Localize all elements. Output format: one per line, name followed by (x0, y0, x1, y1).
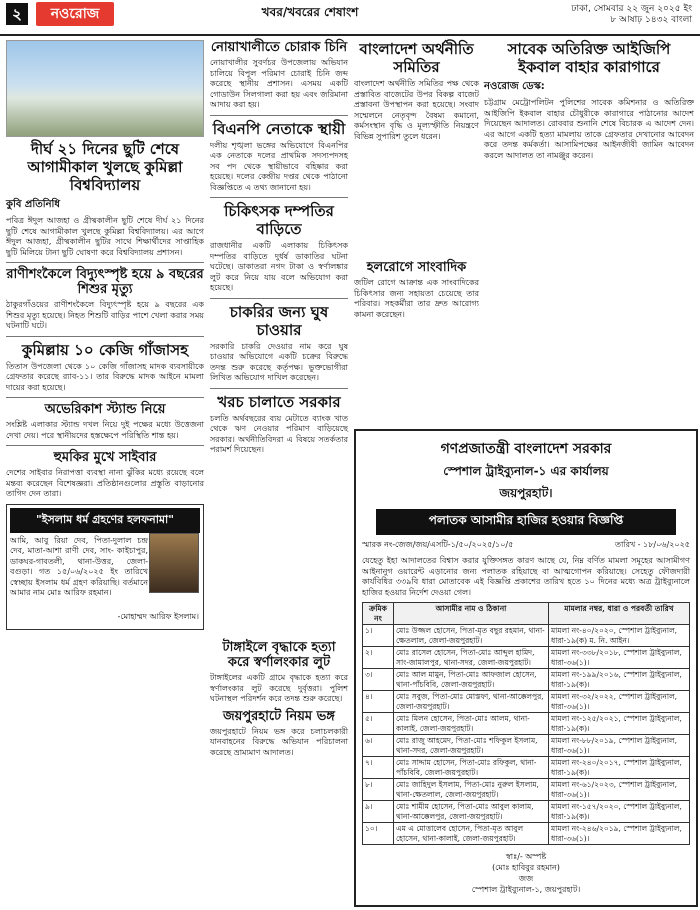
cell-accused: মোঃ মিলন হোসেন, পিতা-মোঃ আলম, থানা-কালাই, জেলা-জয়পুরহাট। (394, 713, 549, 735)
article-comilla-ganja: তিতাস উপজেলা থেকে ১০ কেজি গাঁজাসহ মাদক ব্যবসায়ীকে গ্রেফতার করেছে র‌্যাব-১১। তার বিরুদ্ধে মাদক আইনে মামলা দায়ের করা হয়েছে। (6, 361, 204, 392)
notice-date: তারিখ - ১৮/০৬/২০২৫ (614, 540, 690, 549)
column-2-lower (210, 640, 348, 762)
cell-accused: মোঃ শামীম হোসেন, পিতা-মোঃ আবুল কালাম, থানা-আক্কেলপুর, জেলা-জয়পুরহাট। (394, 801, 549, 823)
table-header-row (363, 603, 690, 625)
divider (6, 336, 204, 337)
cell-case: মামলা নং-৮৮/২০১৯, স্পেশাল ট্রাইব্যুনাল, ধারা-৩৬(১)। (549, 735, 690, 757)
cell-case: মামলা নং-৬১/২০২৩, স্পেশাল ট্রাইব্যুনাল, ধারা-৩৬(১)। (549, 779, 690, 801)
article-igp: চট্টগ্রাম মেট্রোপলিটন পুলিশের সাবেক কমিশনার ও অতিরিক্ত আইজিপি ইকবাল বাহার চৌধুরীকে কারাগারে পাঠানোর আদেশ দিয়েছেন আদালত। রোববার শুনানি শেষে বিচারক এ আদেশ দেন। এর আগে একটি হত্যা মামলায় তাকে গ্রেফতার দেখানোর আবেদন করে তদন্ত কর্মকর্তা। আসামিপক্ষের আইনজীবী জামিন আবেদন করলে আদালত তা নামঞ্জুর করেন। (484, 98, 694, 160)
article-ranishankail: ঠাকুরগাঁওয়ের রাণীশংকৈলে বিদ্যুৎস্পৃষ্ট হয়ে ৯ বছরের এক শিশুর মৃত্যু হয়েছে। নিহত শিশুটি বাড়ির পাশে খেলা করার সময় ঘটনাটি ঘটে। (6, 300, 204, 330)
date-gregorian: ঢাকা, সোমবার ২২ জুন ২০২৫ ইং (571, 4, 692, 14)
cell-accused: মোঃ উজ্জল হোসেন, পিতা-মৃত বছুর রহমান, থানা-ক্ষেতলাল, জেলা-জয়পুরহাট। (394, 625, 549, 647)
column-2 (210, 40, 348, 460)
article-economic-association: বাংলাদেশ অর্থনীতি সমিতির পক্ষ থেকে প্রস্তাবিত বাজেটের উপর বিকল্প বাজেট প্রস্তাবনা উপস্থাপন করা হয়েছে। সংবাদ সম্মেলনে নেতৃবৃন্দ বৈষম্য কমানো, কর্মসংস্থান বৃদ্ধি ও মূল্যস্ফীতি নিয়ন্ত্রণে বিভিন্ন সুপারিশ তুলে ধরেন। (354, 79, 479, 141)
affidavit-title: "ইসলাম ধর্ম গ্রহণের হলফনামা" (10, 508, 200, 533)
table-row (363, 625, 690, 647)
affidavit-ad (6, 504, 204, 630)
article-govt-cost: চলতি অর্থবছরের ব্যয় মেটাতে ব্যাংক খাত থেকে ঋণ নেওয়ার পরিমাণ বাড়িয়েছে সরকার। অর্থনীতিবিদরা এ বিষয়ে সতর্কতার পরামর্শ দিয়েছেন। (210, 413, 348, 454)
byline-kubi: কুবি প্রতিনিধি (6, 199, 61, 210)
university-photo (6, 40, 204, 137)
headline-ranishankail: রাণীশংকৈলে বিদ্যুৎস্পৃষ্ট হয়ে ৯ বছরের শিশুর মৃত্যু (6, 267, 204, 297)
headline-comilla-ganja: কুমিল্লায় ১০ কেজি গাঁজাসহ (21, 340, 189, 359)
divider (210, 298, 348, 299)
cell-accused: মোঃ সাদ্দাম হোসেন, পিতা-মোঃ রফিকুল, থানা-পাঁচবিবি, জেলা-জয়পুরহাট। (394, 757, 549, 779)
headline-bnp: বিএনপি নেতাকে স্থায়ী (212, 119, 346, 138)
affidavit-text: আমি, আবু রিয়া দেব, পিতা-দুলাল চন্দ্র দেব, মাতা-আশা রাণী দেব, সাং- কাইচাপুর, ডাকঘর-গাবতলী, থানা-উত্তর, জেলা-বগুড়া। গত ১৫/০৬/২০২৫ ইং তারিখে স্বেচ্ছায় ইসলাম ধর্ম গ্রহণ করিয়াছি। বর্তমানে আমার নাম মোঃ আরিফ রহমান। (10, 535, 148, 597)
cell-case: মামলা নং-৩২/২০২২, স্পেশাল ট্রাইব্যুনাল, ধারা-৩৬(১)। (549, 691, 690, 713)
page-number: ২ (6, 3, 28, 25)
cell-serial: ২। (363, 647, 394, 669)
headline-govt-cost: খরচ চালাতে সরকার (217, 392, 341, 411)
column-4 (484, 40, 694, 165)
date-line (492, 4, 692, 26)
cell-accused: এম এ মোত্তালেব হোসেন, পিতা-মৃত আবুল হোসেন, থানা-কালাই, জেলা-জয়পুরহাট। (394, 823, 549, 845)
article-stand: সংশ্লিষ্ট এলাকার স্ট্যান্ড দখল নিয়ে দুই পক্ষের মধ্যে উত্তেজনা দেখা দেয়। পরে স্থানীয়দের হস্তক্ষেপে পরিস্থিতি শান্ত হয়। (6, 420, 204, 440)
divider (210, 115, 348, 116)
date-bangla: ৮ আষাঢ় ১৪৩২ বাংলা (610, 15, 692, 25)
notice-intro: যেহেতু ইহা আদালতের বিশ্বাস করার যুক্তিসঙ্গত কারণ আছে যে, নিম্ন বর্ণিত মামলা সমূহের আসামীগণ আইনানুগ ওয়ারেন্ট এড়ানোর জন্য পলাতক রহিয়াছে বা আত্মগোপন করিয়াছে। সেহেতু ফৌজদারী কার্যবিধির ৩৩৯বি ধারা মোতাবেক এই বিজ্ঞপ্তি প্রকাশের তারিখ হতে ১০ দিনের মধ্যে অত্র ট্রাইব্যুনালে হাজির হওয়ার নির্দেশ দেওয়া গেল। (362, 556, 690, 597)
column-1 (6, 40, 204, 634)
sign-line-4: স্পেশাল ট্রাইব্যুনাল-১, জয়পুরহাট। (471, 885, 581, 894)
article-doctor: রাজধানীর একটি এলাকায় চিকিৎসক দম্পতির বাড়িতে দুর্ধর্ষ ডাকাতির ঘটনা ঘটেছে। ডাকাতরা নগদ টাকা ও স্বর্ণালঙ্কার লুট করে নিয়ে যায় বলে অভিযোগ করা হয়েছে। (210, 241, 348, 292)
article-tangail: টাঙ্গাইলের একটি গ্রামে বৃদ্ধাকে হত্যা করে স্বর্ণালংকার লুট করেছে দুর্বৃত্তরা। পুলিশ ঘটনাস্থল পরিদর্শন করে তদন্ত শুরু করেছে। (210, 673, 348, 703)
headline-stand: অভেরিকাশ স্ট্যান্ড নিয়ে (44, 402, 166, 417)
notice-subtitle: স্পেশাল ট্রাইব্যুনাল-১ এর কার্যালয় (443, 464, 609, 478)
headline-igp: সাবেক অতিরিক্ত আইজিপি ইকবাল বাহার কারাগারে (507, 40, 671, 76)
article-bribe: সরকারি চাকরি দেওয়ার নাম করে ঘুষ চাওয়ার অভিযোগে একটি চক্রের বিরুদ্ধে তদন্ত শুরু করেছে কর্তৃপক্ষ। ভুক্তভোগীরা লিখিত অভিযোগ দাখিল করেছেন। (210, 341, 348, 382)
cell-case: মামলা নং-৩৩৮/২০১৮, স্পেশাল ট্রাইব্যুনাল, ধারা-৩৬(১)। (549, 647, 690, 669)
notice-band: পলাতক আসামীর হাজির হওয়ার বিজ্ঞপ্তি (376, 509, 676, 535)
byline-igp: নওরোজ ডেস্ক: (484, 81, 545, 92)
accused-table (362, 602, 690, 845)
col-serial-header: ক্রমিক নং (363, 603, 394, 625)
cell-accused: মোঃ আল মামুন, পিতা-মোঃ আফজাল হোসেন, থানা-পাঁচবিবি, জেলা-জয়পুরহাট। (394, 669, 549, 691)
cell-case: মামলা নং-২৪০/২০১৭, স্পেশাল ট্রাইব্যুনাল, ধারা-১৯(ক)। (549, 757, 690, 779)
section-title: খবর/খবরের শেষাংশ (261, 5, 359, 19)
cell-accused: মোঃ রাজু আহমেদ, পিতা-মোঃ শফিকুল ইসলাম, থানা-সদর, জেলা-জয়পুরহাট। (394, 735, 549, 757)
sign-line-3: জজ (518, 874, 534, 883)
cell-serial: ৮। (363, 779, 394, 801)
column-3-lower (354, 260, 479, 324)
divider (210, 197, 348, 198)
cell-serial: ১। (363, 625, 394, 647)
headline-economic-association: বাংলাদেশ অর্থনীতি সমিতির (359, 40, 474, 76)
court-notice (354, 429, 698, 907)
table-row (363, 823, 690, 845)
article-sugar: নোয়াখালীর সুবর্ণচর উপজেলায় অভিযান চালিয়ে বিপুল পরিমাণ চোরাই চিনি জব্দ করেছে স্থানীয় প্রশাসন। এসময় একটি গোডাউন সিলগালা করা হয় এবং জরিমানা আদায় করা হয়। (210, 58, 348, 109)
affidavit-signature: -মোহাম্মদ আরিফ ইসলাম। (117, 612, 199, 621)
article-journalist: জটিল রোগে আক্রান্ত এক সাংবাদিকের চিকিৎসার জন্য সহায়তা চেয়েছে তার পরিবার। সহকর্মীরা তার দ্রুত আরোগ্য কামনা করেছেন। (354, 278, 479, 319)
table-row (363, 669, 690, 691)
divider (6, 262, 204, 263)
cell-accused: মোঃ জাহিদুল ইসলাম, পিতা-মোঃ নুরুল ইসলাম, থানা-ক্ষেতলাল, জেলা-জয়পুরহাট। (394, 779, 549, 801)
headline-doctor: চিকিৎসক দম্পতির বাড়িতে (224, 202, 334, 238)
cell-case: মামলা নং-২৪৬/২০১৯, স্পেশাল ট্রাইব্যুনাল, ধারা-৩৬(১)। (549, 823, 690, 845)
cell-serial: ৩। (363, 669, 394, 691)
table-row (363, 713, 690, 735)
headline-tangail: টাঙ্গাইলে বৃদ্ধাকে হত্যা করে স্বর্ণালংকার লুট (222, 640, 336, 670)
divider (210, 388, 348, 389)
cell-case: মামলা নং-১২৫/২০২১, স্পেশাল ট্রাইব্যুনাল, ধারা-১৯(ক)। (549, 713, 690, 735)
divider (6, 397, 204, 398)
cell-case: মামলা নং-১৫৭/২০২০, স্পেশাল ট্রাইব্যুনাল, ধারা-১৯(ক)। (549, 801, 690, 823)
accused-table-body (363, 625, 690, 845)
notice-meta (362, 539, 690, 552)
col-accused-header: আসামীর নাম ও ঠিকানা (394, 603, 549, 625)
headline-joypurhat-rule: জয়পুরহাটে নিয়ম ভঙ্গ (223, 708, 335, 724)
table-row (363, 801, 690, 823)
column-3 (354, 40, 479, 146)
cell-serial: ৬। (363, 735, 394, 757)
article-bnp: দলীয় শৃঙ্খলা ভঙ্গের অভিযোগে বিএনপির এক নেতাকে দলের প্রাথমিক সদস্যপদসহ সব পদ থেকে স্থায়ীভাবে বহিষ্কার করা হয়েছে। দলের কেন্দ্রীয় দপ্তর থেকে পাঠানো বিজ্ঞপ্তিতে এ তথ্য জানানো হয়। (210, 140, 348, 192)
affidavit-photo (149, 533, 199, 593)
cell-serial: ৪। (363, 691, 394, 713)
table-row (363, 779, 690, 801)
sign-line-2: (মোঃ হাবিবুর রহমান) (492, 863, 560, 872)
table-row (363, 735, 690, 757)
newspaper-logo: নওরোজ (36, 2, 114, 26)
col-case-header: মামলার নম্বর, ধারা ও পরবর্তী তারিখ (549, 603, 690, 625)
article-kubi: পবিত্র ঈদুল আজহা ও গ্রীষ্মকালীন ছুটি শেষে দীর্ঘ ২১ দিনের ছুটি শেষে আগামীকাল খুলছে কুমিল্লা বিশ্ববিদ্যালয়। এর আগে ঈদুল আজহা, গ্রীষ্মকালীন ছুটির সাথে শিক্ষার্থীদের সাপ্তাহিক ছুটি মিলিয়ে টানা ছুটি ঘোষণা করে বিশ্ববিদ্যালয় প্রশাসন। (6, 216, 204, 257)
table-row (363, 691, 690, 713)
headline-cyber: হুমকির মুখে সাইবার (53, 450, 157, 465)
cell-serial: ৫। (363, 713, 394, 735)
cell-case: মামলা নং-১৯৯/২০১৬, স্পেশাল ট্রাইব্যুনাল, ধারা-১৯(ক)। (549, 669, 690, 691)
divider (6, 445, 204, 446)
headline-journalist: হলরোগে সাংবাদিক (366, 260, 467, 275)
notice-memo: স্মারক নং-জেজ/জয়/এসটি-১/৫০/২০২৫/১০/৫ (362, 540, 514, 549)
notice-place: জয়পুরহাট। (499, 486, 553, 500)
notice-title: গণপ্রজাতন্ত্রী বাংলাদেশ সরকার (440, 441, 612, 457)
article-cyber: দেশের সাইবার নিরাপত্তা ব্যবস্থা নানা ঝুঁকির মধ্যে রয়েছে বলে মন্তব্য করেছেন বিশেষজ্ঞরা। প্রতিষ্ঠানগুলোর প্রস্তুতি বাড়ানোর তাগিদ দেন তারা। (6, 468, 204, 498)
cell-serial: ৭। (363, 757, 394, 779)
cell-case: মামলা নং-৪০/২০২০, স্পেশাল ট্রাইব্যুনাল, ধারা-১৯(ক) ম. নি. আইন। (549, 625, 690, 647)
sign-line-1: স্বাঃ/- অস্পষ্ট (505, 852, 547, 861)
headline-sugar: নোয়াখালীতে চোরাক চিনি (210, 40, 348, 55)
cell-accused: মোঃ সবুজ, পিতা-মোঃ মোস্তফা, থানা-আক্কেলপুর, জেলা-জয়পুরহাট। (394, 691, 549, 713)
cell-serial: ১০। (363, 823, 394, 845)
headline-kubi: দীর্ঘ ২১ দিনের ছুটি শেষে আগামীকাল খুলছে কুমিল্লা বিশ্ববিদ্যালয় (27, 140, 183, 194)
article-joypurhat-rule: জয়পুরহাটে নিয়ম ভঙ্গ করে চলাচলকারী যানবাহনের বিরুদ্ধে অভিযান পরিচালনা করেছে ভ্রাম্যমাণ আদালত। (210, 726, 348, 757)
notice-signature (356, 851, 696, 895)
cell-accused: মোঃ রাসেল হোসেন, পিতা-মোঃ আব্দুল হামিদ, সাং-জামালপুর, থানা-সদর, জেলা-জয়পুরহাট। (394, 647, 549, 669)
headline-bribe: চাকরির জন্য ঘুষ চাওয়ার (229, 302, 329, 339)
table-row (363, 647, 690, 669)
cell-serial: ৯। (363, 801, 394, 823)
table-row (363, 757, 690, 779)
page-header (0, 0, 700, 36)
